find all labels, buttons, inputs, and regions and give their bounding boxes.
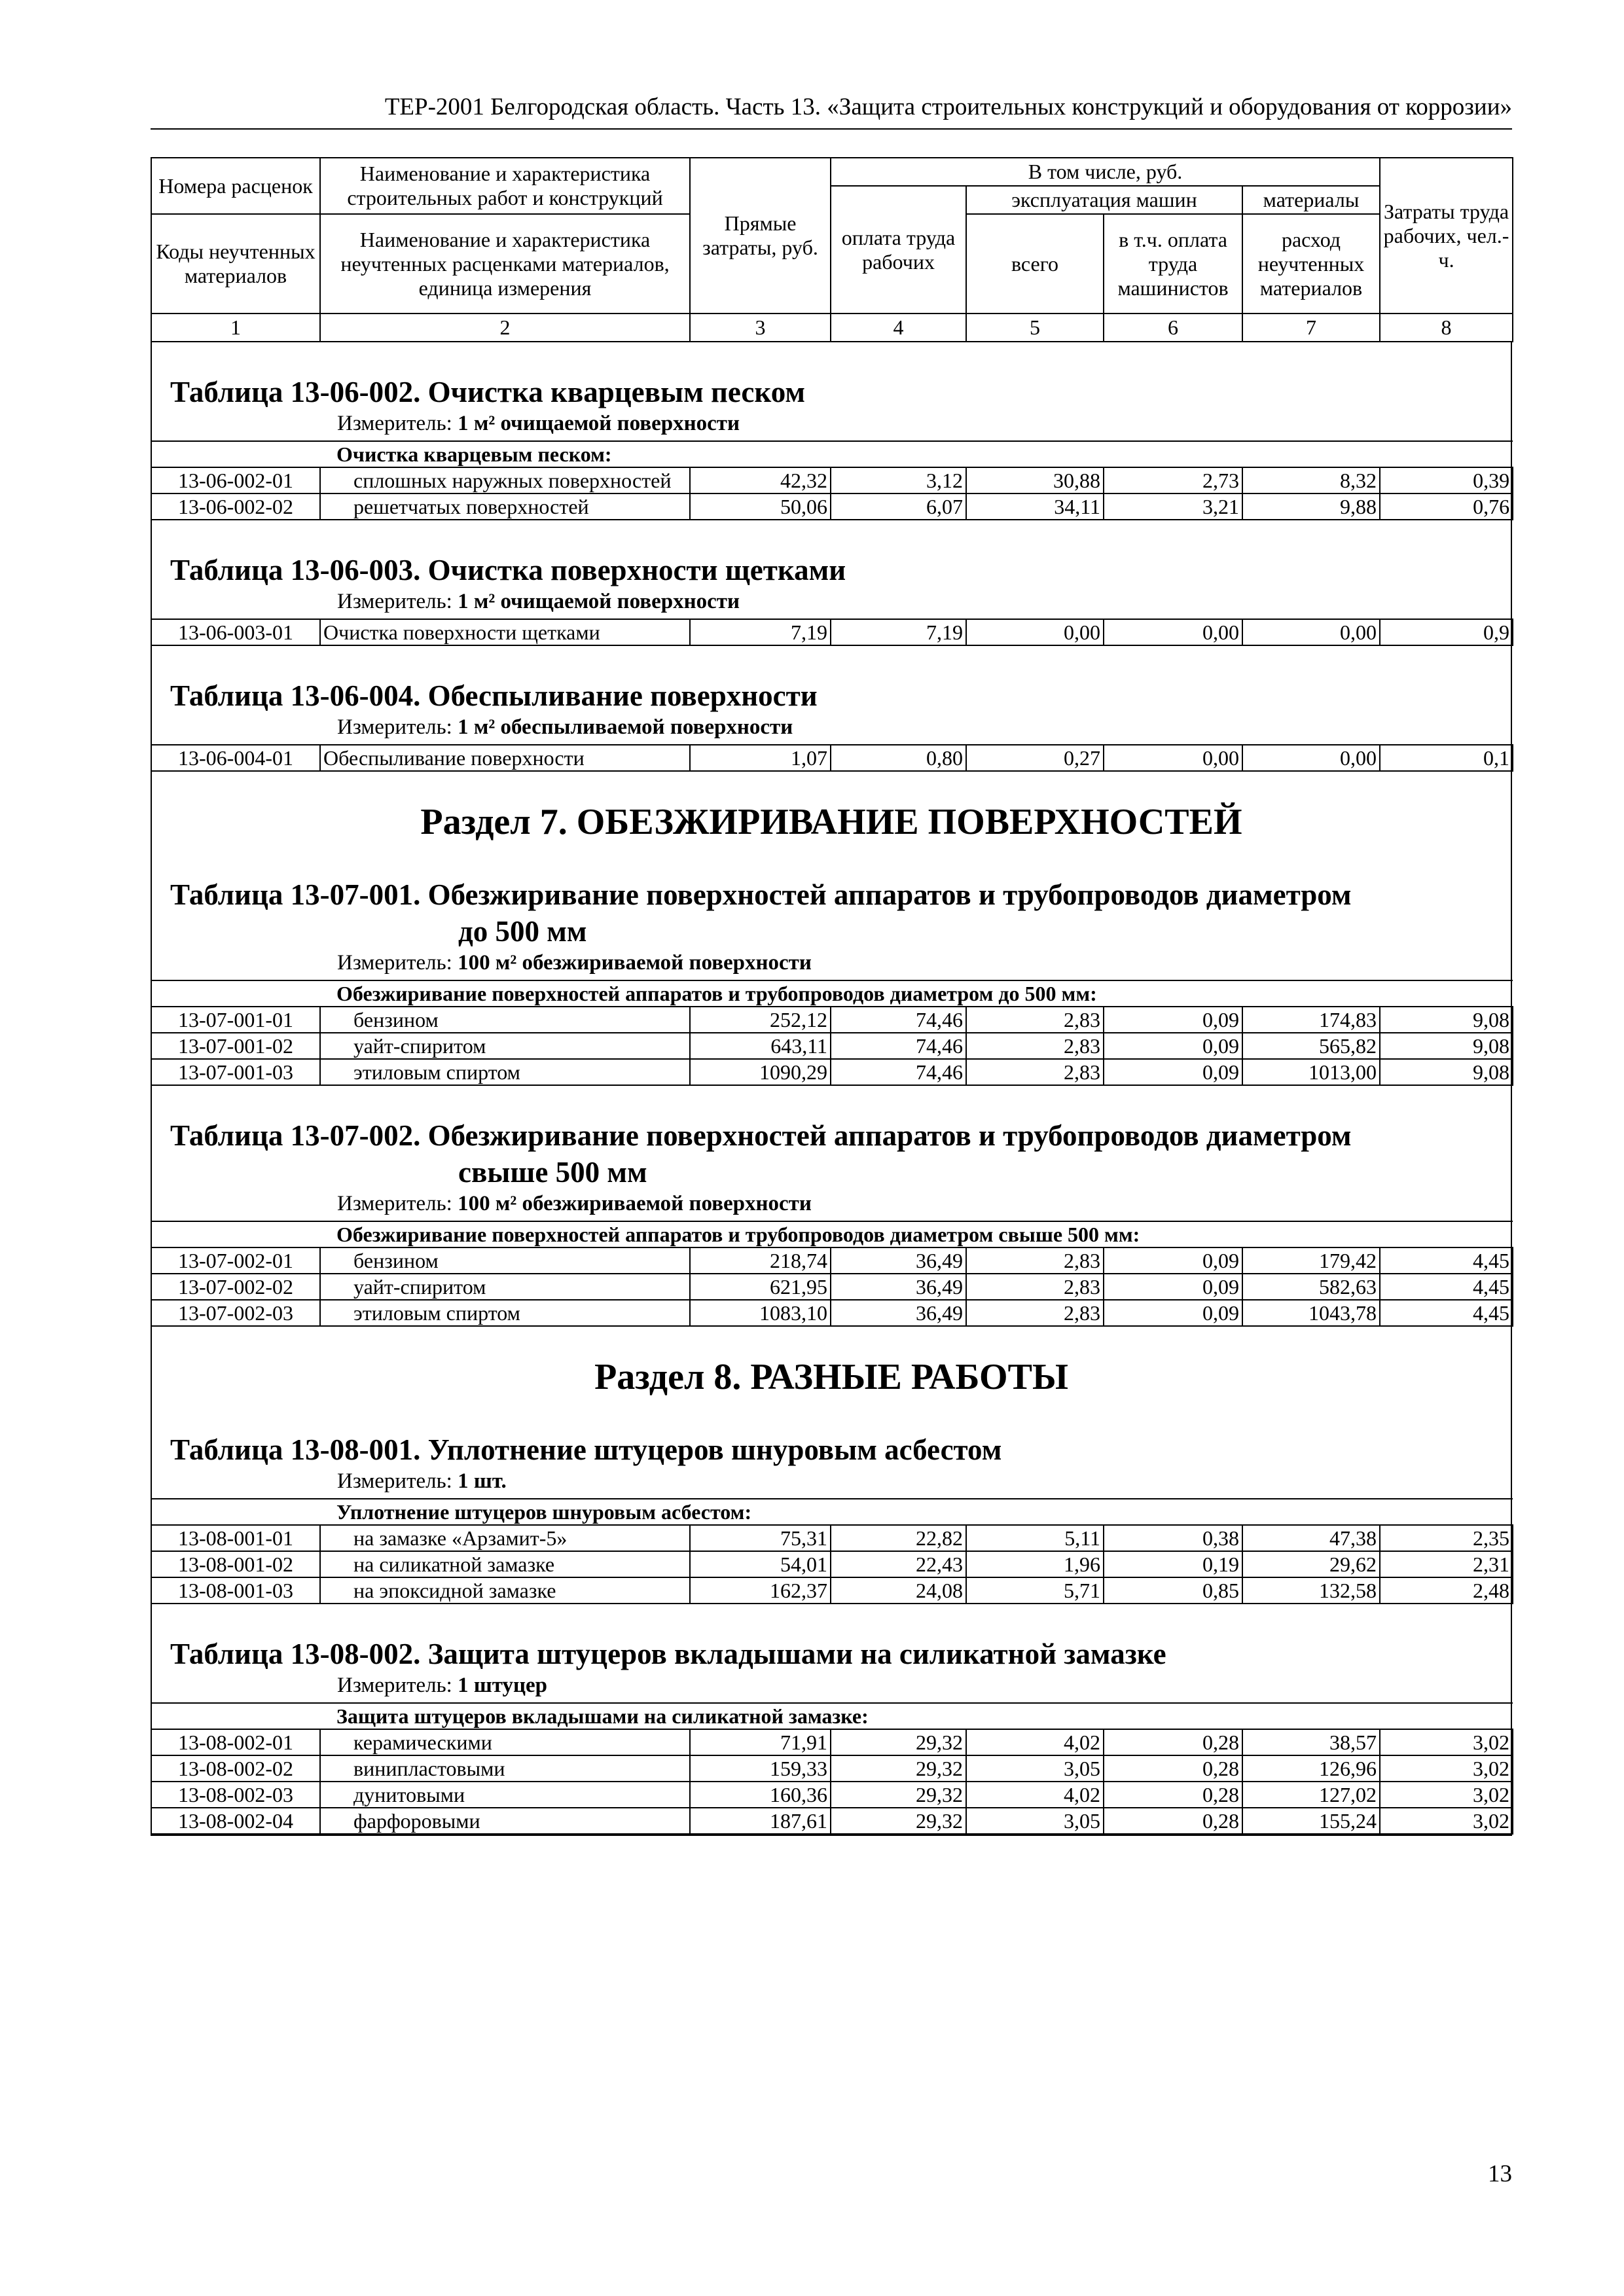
labor-cost: 74,46: [831, 1059, 966, 1085]
machine-cost: 0,27: [966, 745, 1104, 771]
table-row: [151, 619, 1513, 645]
materials-cost: 126,96: [1242, 1755, 1380, 1782]
rate-code: 13-08-001-03: [151, 1577, 320, 1604]
machine-cost: 5,11: [966, 1525, 1104, 1551]
machine-cost: 2,83: [966, 1033, 1104, 1059]
labor-cost: 24,08: [831, 1577, 966, 1604]
table-row: [151, 1300, 1513, 1326]
rate-table: [151, 980, 1513, 1086]
machinist-labor-cost: 0,09: [1104, 1247, 1242, 1274]
table-row: [151, 467, 1513, 493]
rate-name: Обеспыливание поверхности: [320, 745, 690, 771]
direct-cost: 75,31: [690, 1525, 831, 1551]
table-row: [151, 745, 1513, 771]
direct-cost: 7,19: [690, 619, 831, 645]
col1-top-header: Номера расценок: [151, 158, 320, 214]
materials-cost: 38,57: [1242, 1729, 1380, 1755]
materials-cost: 47,38: [1242, 1525, 1380, 1551]
rate-table: [151, 1498, 1513, 1604]
labor-hours: 9,08: [1380, 1007, 1513, 1033]
measure-line: [152, 588, 1511, 619]
rate-code: 13-06-002-01: [151, 467, 320, 493]
table-title: [152, 1086, 1511, 1191]
direct-cost: 159,33: [690, 1755, 831, 1782]
direct-cost: 1090,29: [690, 1059, 831, 1085]
rate-code: 13-07-001-01: [151, 1007, 320, 1033]
direct-cost: 42,32: [690, 467, 831, 493]
table-title: [152, 845, 1511, 950]
machine-cost: 4,02: [966, 1782, 1104, 1808]
rate-table: [151, 440, 1513, 520]
machinist-labor-cost: 0,28: [1104, 1755, 1242, 1782]
labor-cost: 29,32: [831, 1755, 966, 1782]
rate-blocks: [151, 342, 1512, 1835]
direct-cost: 1083,10: [690, 1300, 831, 1326]
machinist-labor-cost: 0,00: [1104, 745, 1242, 771]
machine-cost: 0,00: [966, 619, 1104, 645]
rate-name: этиловым спиртом: [320, 1300, 690, 1326]
running-header: ТЕР-2001 Белгородская область. Часть 13. «Защита строительных конструкций и оборудования от коррозии»: [384, 94, 1512, 120]
labor-hours: 2,48: [1380, 1577, 1513, 1604]
machine-cost: 2,83: [966, 1059, 1104, 1085]
table-title: [152, 1400, 1511, 1468]
col-number: 8: [1380, 314, 1513, 342]
measure-line: [152, 410, 1511, 440]
machinist-labor-cost: 0,00: [1104, 619, 1242, 645]
col-number: 4: [831, 314, 966, 342]
machine-cost: 3,05: [966, 1808, 1104, 1834]
rate-code: 13-08-002-04: [151, 1808, 320, 1834]
group-row: [151, 1703, 1513, 1729]
materials-cost: 582,63: [1242, 1274, 1380, 1300]
labor-cost: 29,32: [831, 1782, 966, 1808]
rate-name: бензином: [320, 1247, 690, 1274]
document-body: [151, 157, 1512, 1836]
labor-hours: 4,45: [1380, 1247, 1513, 1274]
rate-name: на силикатной замазке: [320, 1551, 690, 1577]
rate-code: 13-06-002-02: [151, 493, 320, 520]
rate-name: сплошных наружных поверхностей: [320, 467, 690, 493]
machinist-labor-cost: 2,73: [1104, 467, 1242, 493]
column-header-table: [151, 157, 1513, 342]
rate-name: на замазке «Арзамит-5»: [320, 1525, 690, 1551]
measure-label: Измеритель:: [337, 1674, 452, 1697]
rate-table: [151, 619, 1513, 646]
measure-value: 1 м² обеспыливаемой поверхности: [458, 715, 793, 739]
labor-cost: 0,80: [831, 745, 966, 771]
table-row: [151, 1247, 1513, 1274]
materials-cost: 1043,78: [1242, 1300, 1380, 1326]
direct-cost: 1,07: [690, 745, 831, 771]
rate-code: 13-08-001-02: [151, 1551, 320, 1577]
col-number: 2: [320, 314, 690, 342]
machinist-labor-cost: 0,09: [1104, 1274, 1242, 1300]
machine-cost: 5,71: [966, 1577, 1104, 1604]
table-title: [152, 1604, 1511, 1672]
group-row: [151, 1499, 1513, 1525]
labor-cost: 74,46: [831, 1007, 966, 1033]
rate-code: 13-06-003-01: [151, 619, 320, 645]
measure-line: [152, 1191, 1511, 1221]
machinist-labor-cost: 0,09: [1104, 1059, 1242, 1085]
labor-hours: 3,02: [1380, 1755, 1513, 1782]
machinist-labor-cost: 0,38: [1104, 1525, 1242, 1551]
measure-label: Измеритель:: [337, 412, 452, 435]
machinist-labor-cost: 0,28: [1104, 1808, 1242, 1834]
group-heading: Уплотнение штуцеров шнуровым асбестом:: [151, 1499, 1513, 1525]
materials-cost: 9,88: [1242, 493, 1380, 520]
measure-value: 100 м² обезжириваемой поверхности: [458, 951, 812, 975]
machine-cost: 2,83: [966, 1247, 1104, 1274]
table-row: [151, 1551, 1513, 1577]
measure-line: [152, 714, 1511, 744]
table-row: [151, 1059, 1513, 1085]
col5-header: всего: [966, 214, 1104, 314]
section-heading: Раздел 7. ОБЕЗЖИРИВАНИЕ ПОВЕРХНОСТЕЙ: [420, 802, 1242, 842]
rate-code: 13-08-002-01: [151, 1729, 320, 1755]
table-title: [152, 520, 1511, 588]
table-title-text: Таблица 13-08-002. Защита штуцеров вкладышами на силикатной замазке: [170, 1638, 1166, 1670]
table-title-text: Таблица 13-07-001. Обезжиривание поверхностей аппаратов и трубопроводов диаметром: [170, 878, 1352, 911]
labor-hours: 2,35: [1380, 1525, 1513, 1551]
labor-hours: 3,02: [1380, 1808, 1513, 1834]
machinist-labor-cost: 0,09: [1104, 1033, 1242, 1059]
table-title-text: Таблица 13-08-001. Уплотнение штуцеров шнуровым асбестом: [170, 1433, 1002, 1466]
labor-hours: 0,9: [1380, 619, 1513, 645]
machine-cost: 2,83: [966, 1007, 1104, 1033]
labor-cost: 74,46: [831, 1033, 966, 1059]
table-row: [151, 1033, 1513, 1059]
measure-value: 100 м² обезжириваемой поверхности: [458, 1192, 812, 1215]
rate-name: на эпоксидной замазке: [320, 1577, 690, 1604]
measure-label: Измеритель:: [337, 715, 452, 739]
rate-name: Очистка поверхности щетками: [320, 619, 690, 645]
table-row: [151, 1729, 1513, 1755]
labor-cost: 22,82: [831, 1525, 966, 1551]
direct-cost: 162,37: [690, 1577, 831, 1604]
measure-value: 1 шт.: [458, 1469, 507, 1493]
measure-value: 1 м² очищаемой поверхности: [458, 590, 740, 613]
table-title-continuation: свыше 500 мм: [458, 1156, 647, 1189]
table-row: [151, 1274, 1513, 1300]
table-title-text: Таблица 13-06-004. Обеспыливание поверхности: [170, 679, 818, 712]
rate-name: фарфоровыми: [320, 1808, 690, 1834]
rate-code: 13-07-002-03: [151, 1300, 320, 1326]
group-heading: Обезжиривание поверхностей аппаратов и трубопроводов диаметром до 500 мм:: [151, 980, 1513, 1007]
labor-cost: 7,19: [831, 619, 966, 645]
table-title-text: Таблица 13-07-002. Обезжиривание поверхностей аппаратов и трубопроводов диаметром: [170, 1119, 1352, 1152]
table-row: [151, 1782, 1513, 1808]
labor-hours: 2,31: [1380, 1551, 1513, 1577]
machine-cost: 2,83: [966, 1300, 1104, 1326]
col4-header: оплата труда рабочих: [831, 186, 966, 314]
col6-header: в т.ч. оплата труда машинистов: [1104, 214, 1242, 314]
table-title-text: Таблица 13-06-002. Очистка кварцевым песком: [170, 376, 806, 408]
measure-label: Измеритель:: [337, 590, 452, 613]
measure-label: Измеритель:: [337, 951, 452, 975]
measure-line: [152, 950, 1511, 980]
rate-code: 13-07-002-01: [151, 1247, 320, 1274]
direct-cost: 50,06: [690, 493, 831, 520]
direct-cost: 252,12: [690, 1007, 831, 1033]
rate-code: 13-06-004-01: [151, 745, 320, 771]
direct-cost: 187,61: [690, 1808, 831, 1834]
col-number: 7: [1242, 314, 1380, 342]
labor-hours: 4,45: [1380, 1274, 1513, 1300]
materials-cost: 29,62: [1242, 1551, 1380, 1577]
labor-cost: 36,49: [831, 1274, 966, 1300]
machinist-labor-cost: 0,09: [1104, 1007, 1242, 1033]
measure-line: [152, 1672, 1511, 1702]
rate-name: винипластовыми: [320, 1755, 690, 1782]
labor-hours: 9,08: [1380, 1059, 1513, 1085]
rate-code: 13-07-001-03: [151, 1059, 320, 1085]
machinist-labor-cost: 0,09: [1104, 1300, 1242, 1326]
labor-cost: 36,49: [831, 1247, 966, 1274]
direct-cost: 160,36: [690, 1782, 831, 1808]
section-heading: Раздел 8. РАЗНЫЕ РАБОТЫ: [594, 1357, 1068, 1397]
labor-hours: 0,76: [1380, 493, 1513, 520]
measure-label: Измеритель:: [337, 1192, 452, 1215]
materials-cost: 565,82: [1242, 1033, 1380, 1059]
rate-code: 13-08-002-02: [151, 1755, 320, 1782]
col-number: 6: [1104, 314, 1242, 342]
machinist-labor-cost: 0,28: [1104, 1782, 1242, 1808]
rate-name: керамическими: [320, 1729, 690, 1755]
rate-code: 13-07-001-02: [151, 1033, 320, 1059]
rate-code: 13-07-002-02: [151, 1274, 320, 1300]
rate-table: [151, 744, 1513, 772]
materials-cost: 174,83: [1242, 1007, 1380, 1033]
table-title-continuation: до 500 мм: [458, 915, 587, 948]
header-rule: [151, 128, 1512, 130]
labor-hours: 9,08: [1380, 1033, 1513, 1059]
materials-cost: 8,32: [1242, 467, 1380, 493]
table-row: [151, 1755, 1513, 1782]
col1-bottom-header: Коды неучтенных материалов: [151, 214, 320, 314]
table-title: [152, 646, 1511, 714]
rate-code: 13-08-002-03: [151, 1782, 320, 1808]
machine-cost: 30,88: [966, 467, 1104, 493]
table-row: [151, 1808, 1513, 1834]
materials-cost: 127,02: [1242, 1782, 1380, 1808]
labor-hours: 0,1: [1380, 745, 1513, 771]
measure-line: [152, 1468, 1511, 1498]
table-title-text: Таблица 13-06-003. Очистка поверхности щетками: [170, 554, 846, 586]
labor-hours: 4,45: [1380, 1300, 1513, 1326]
measure-value: 1 штуцер: [458, 1674, 548, 1697]
labor-cost: 22,43: [831, 1551, 966, 1577]
col7-header: расход неучтенных материалов: [1242, 214, 1380, 314]
labor-cost: 29,32: [831, 1808, 966, 1834]
materials-cost: 132,58: [1242, 1577, 1380, 1604]
machinist-labor-cost: 3,21: [1104, 493, 1242, 520]
materials-cost: 1013,00: [1242, 1059, 1380, 1085]
col8-header: Затраты труда рабочих, чел.-ч.: [1380, 158, 1513, 314]
group-heading: Обезжиривание поверхностей аппаратов и трубопроводов диаметром свыше 500 мм:: [151, 1221, 1513, 1247]
direct-cost: 621,95: [690, 1274, 831, 1300]
labor-cost: 36,49: [831, 1300, 966, 1326]
group-row: [151, 1221, 1513, 1247]
group-row: [151, 980, 1513, 1007]
labor-hours: 3,02: [1380, 1729, 1513, 1755]
machine-cost: 2,83: [966, 1274, 1104, 1300]
labor-hours: 3,02: [1380, 1782, 1513, 1808]
table-row: [151, 493, 1513, 520]
group-heading: Очистка кварцевым песком:: [151, 441, 1513, 467]
materials-cost: 0,00: [1242, 745, 1380, 771]
materials-group-header: материалы: [1242, 186, 1380, 214]
machinist-labor-cost: 0,28: [1104, 1729, 1242, 1755]
table-row: [151, 1525, 1513, 1551]
rate-name: этиловым спиртом: [320, 1059, 690, 1085]
direct-cost: 218,74: [690, 1247, 831, 1274]
including-group-header: В том числе, руб.: [831, 158, 1380, 186]
rate-name: дунитовыми: [320, 1782, 690, 1808]
direct-cost: 71,91: [690, 1729, 831, 1755]
rate-name: решетчатых поверхностей: [320, 493, 690, 520]
col-number: 3: [690, 314, 831, 342]
materials-cost: 179,42: [1242, 1247, 1380, 1274]
labor-cost: 29,32: [831, 1729, 966, 1755]
col-number: 5: [966, 314, 1104, 342]
labor-cost: 6,07: [831, 493, 966, 520]
page-number: 13: [1488, 2161, 1512, 2187]
direct-cost: 54,01: [690, 1551, 831, 1577]
materials-cost: 155,24: [1242, 1808, 1380, 1834]
labor-cost: 3,12: [831, 467, 966, 493]
bottom-rule: [151, 1835, 1512, 1836]
col-number: 1: [151, 314, 320, 342]
measure-value: 1 м² очищаемой поверхности: [458, 412, 740, 435]
machines-group-header: эксплуатация машин: [966, 186, 1242, 214]
table-row: [151, 1007, 1513, 1033]
machine-cost: 3,05: [966, 1755, 1104, 1782]
materials-cost: 0,00: [1242, 619, 1380, 645]
labor-hours: 0,39: [1380, 467, 1513, 493]
rate-code: 13-08-001-01: [151, 1525, 320, 1551]
rate-name: бензином: [320, 1007, 690, 1033]
group-row: [151, 441, 1513, 467]
machine-cost: 1,96: [966, 1551, 1104, 1577]
rate-name: уайт-спиритом: [320, 1274, 690, 1300]
table-row: [151, 1577, 1513, 1604]
col3-header: Прямые затраты, руб.: [690, 158, 831, 314]
machinist-labor-cost: 0,85: [1104, 1577, 1242, 1604]
group-heading: Защита штуцеров вкладышами на силикатной замазке:: [151, 1703, 1513, 1729]
rate-name: уайт-спиритом: [320, 1033, 690, 1059]
col2-top-header: Наименование и характеристика строительных работ и конструкций: [320, 158, 690, 214]
col2-bottom-header: Наименование и характеристика неучтенных расценками материалов, единица измерения: [320, 214, 690, 314]
rate-table: [151, 1221, 1513, 1327]
machinist-labor-cost: 0,19: [1104, 1551, 1242, 1577]
measure-label: Измеритель:: [337, 1469, 452, 1493]
table-title: [152, 342, 1511, 410]
direct-cost: 643,11: [690, 1033, 831, 1059]
rate-table: [151, 1702, 1513, 1835]
machine-cost: 4,02: [966, 1729, 1104, 1755]
machine-cost: 34,11: [966, 493, 1104, 520]
